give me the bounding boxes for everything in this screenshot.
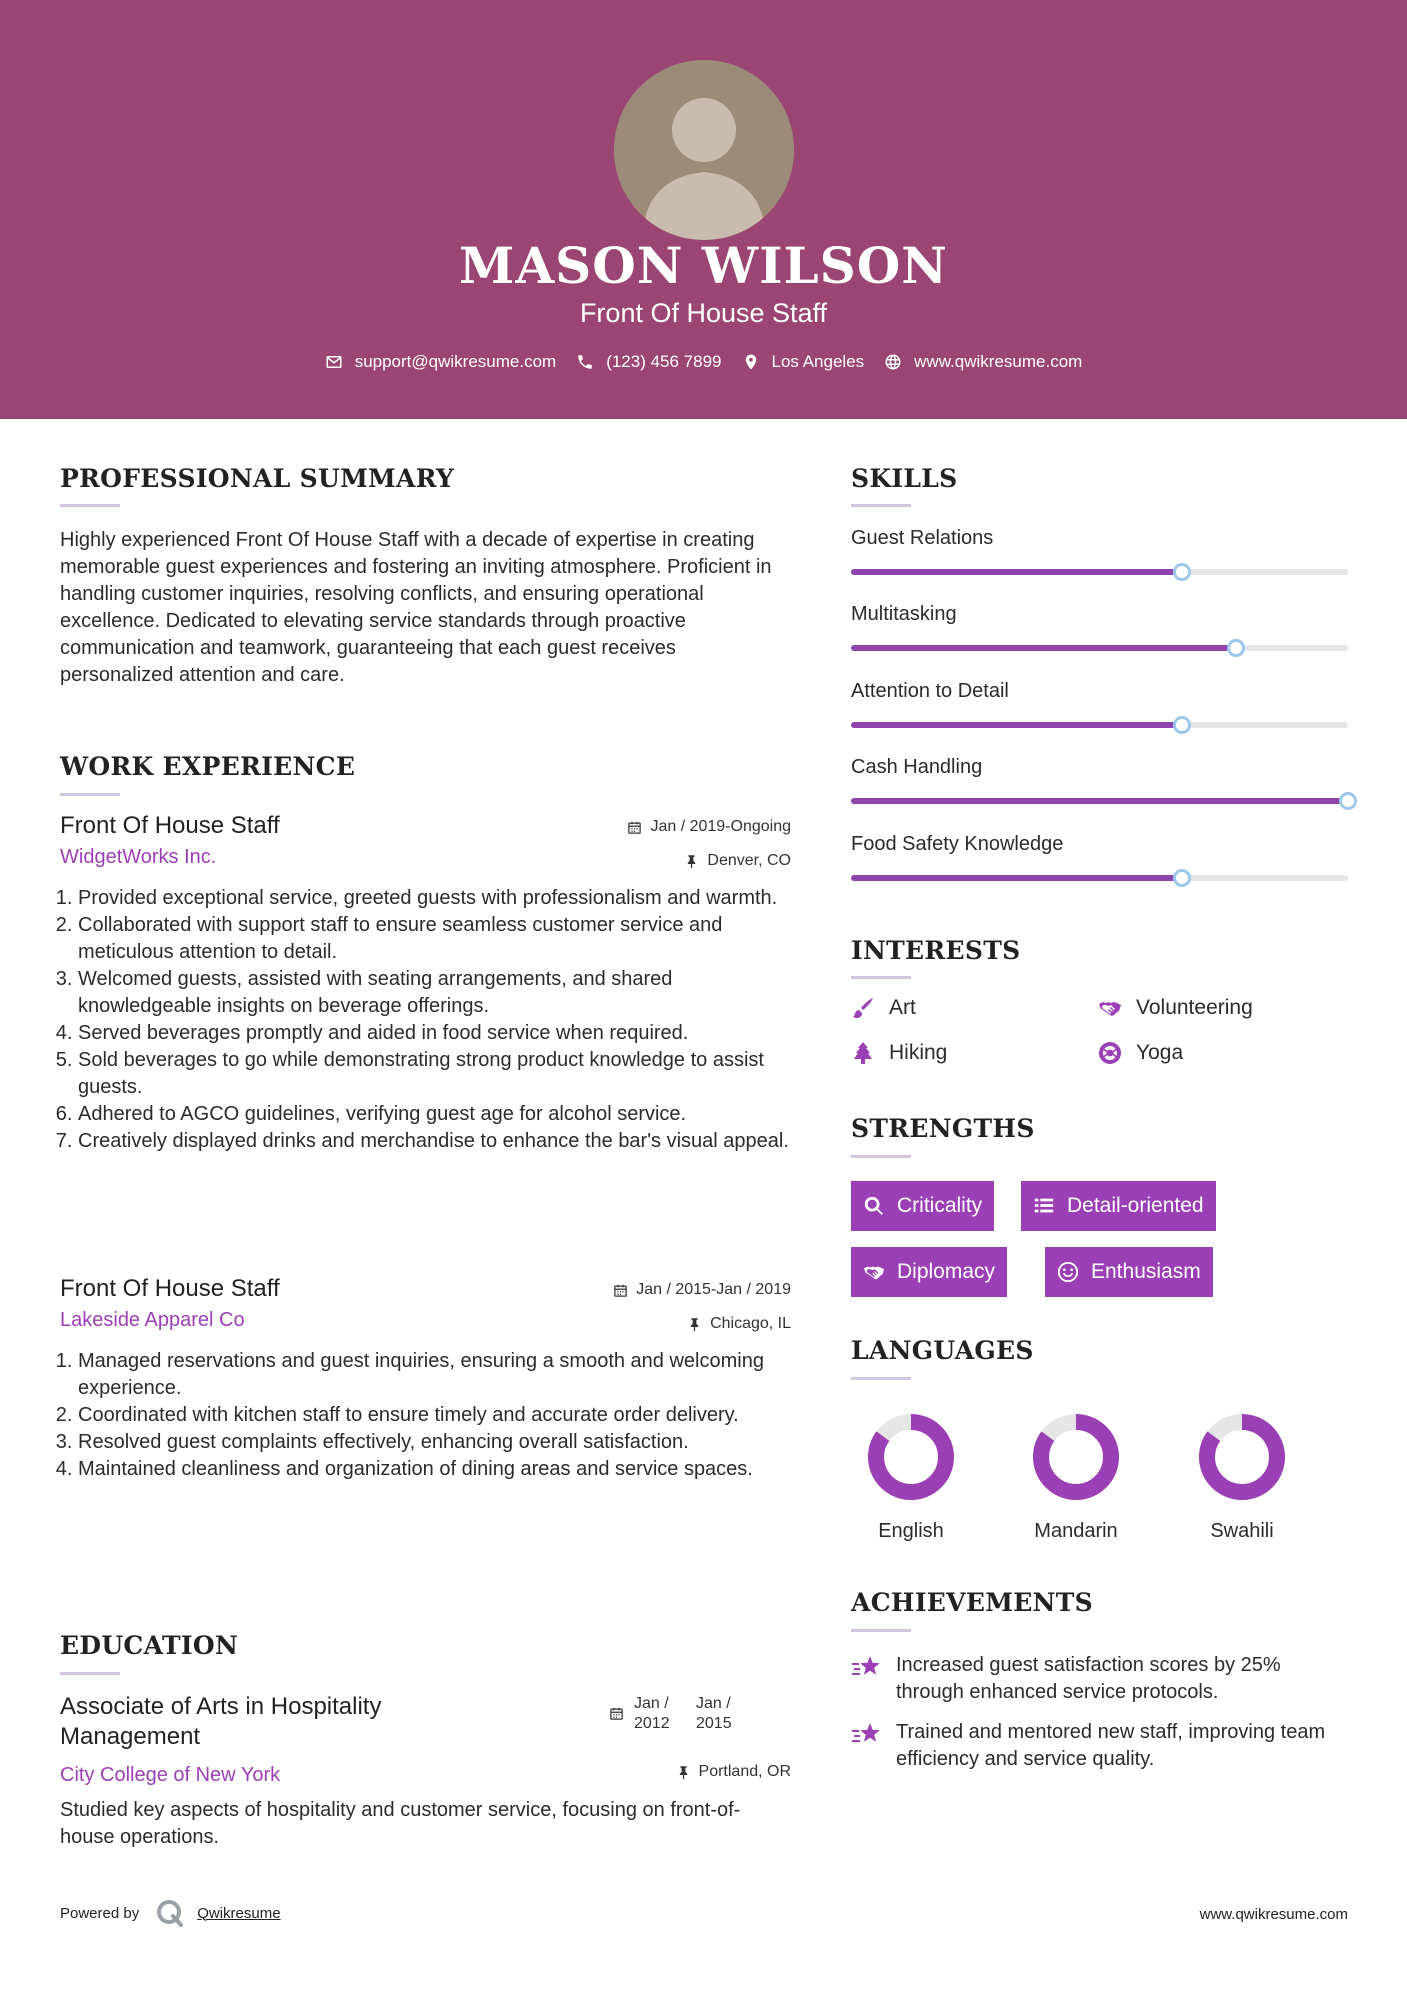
language-donut (1031, 1412, 1121, 1502)
interest-label: Art (889, 996, 916, 1019)
handshake-icon (1098, 996, 1122, 1020)
paintbrush-icon (851, 996, 875, 1020)
skill-knob (1339, 792, 1357, 810)
contact-location (742, 352, 865, 372)
skills-heading: SKILLS (851, 464, 958, 493)
pushpin-icon (684, 854, 699, 869)
list-item: 2. Collaborated with support staff to ensure seamless customer service and meticulous attention to detail. (78, 912, 791, 966)
job-date-text: Jan / 2015-Jan / 2019 (636, 1281, 791, 1298)
school-name: City College of New York (60, 1764, 281, 1786)
skill-track (851, 798, 1348, 804)
tree-icon (851, 1041, 875, 1065)
education-start: Jan / 2012 (634, 1695, 670, 1732)
language-label: Swahili (1210, 1520, 1274, 1542)
globe-icon (884, 353, 902, 371)
email-text: support@qwikresume.com (354, 352, 557, 371)
calendar-icon (627, 820, 642, 835)
summary-divider (60, 504, 120, 507)
job-company: WidgetWorks Inc. (60, 846, 217, 868)
list-item: 5. Sold beverages to go while demonstrating strong product knowledge to assist guests. (78, 1047, 791, 1101)
job-company: Lakeside Apparel Co (60, 1309, 245, 1331)
job-date-text: Jan / 2019-Ongoing (650, 818, 791, 835)
strength-badge (851, 1247, 1007, 1297)
skill-track (851, 645, 1348, 651)
list-item: 4. Served beverages promptly and aided in food service when required. (78, 1020, 791, 1047)
education-entry (60, 1692, 791, 1851)
shooting-star-icon (851, 1654, 883, 1682)
skill-row (851, 833, 1348, 856)
job-entry (60, 1275, 791, 1483)
location-text: Los Angeles (771, 352, 865, 371)
summary-text: Highly experienced Front Of House Staff with a decade of expertise in creating memorable guest experiences and fostering an inviting atmosphere. Proficient in handling customer inquiries, resolving conflicts, and ensuring operational excellence. Dedicated to elevating service standards through proactive communication and teamwork, guaranteeing that each guest receives personalized attention and care. (60, 529, 772, 686)
candidate-title: Front Of House Staff (579, 298, 828, 328)
search-icon (863, 1195, 885, 1217)
map-pin-icon (742, 353, 760, 371)
interest-item (1098, 1041, 1183, 1065)
education-location-text: Portland, OR (698, 1763, 791, 1780)
job-location (684, 852, 791, 870)
education-dates (609, 1694, 758, 1734)
job-title: Front Of House Staff (60, 1275, 280, 1302)
summary-heading: PROFESSIONAL SUMMARY (60, 464, 455, 493)
handshake-icon (863, 1261, 885, 1283)
pushpin-icon (687, 1317, 702, 1332)
interest-item (1098, 996, 1253, 1020)
language-item (1172, 1412, 1312, 1543)
language-label: Mandarin (1034, 1520, 1118, 1542)
strength-badge (1021, 1181, 1216, 1231)
education-description: Studied key aspects of hospitality and customer service, focusing on front-of-house operations. (60, 1799, 741, 1848)
strength-label: Enthusiasm (1091, 1260, 1201, 1283)
skill-knob (1173, 869, 1191, 887)
skill-track (851, 569, 1348, 575)
skill-knob (1173, 563, 1191, 581)
achievement-item (851, 1719, 1351, 1773)
job-duties-list (60, 1348, 791, 1483)
list-item: 7. Creatively displayed drinks and merchandise to enhance the bar's visual appeal. (78, 1128, 791, 1155)
calendar-icon (613, 1283, 628, 1298)
job-duties-list (60, 885, 791, 1155)
strengths-heading: STRENGTHS (851, 1114, 1035, 1143)
degree-title: Associate of Arts in Hospitality Management (60, 1693, 382, 1750)
interest-label: Hiking (889, 1041, 948, 1064)
achievement-item (851, 1652, 1351, 1706)
skill-track (851, 722, 1348, 728)
website-text: www.qwikresume.com (914, 352, 1083, 371)
skill-knob (1173, 716, 1191, 734)
achievement-text: Trained and mentored new staff, improving team efficiency and service quality. (896, 1721, 1326, 1770)
skill-fill (851, 798, 1348, 804)
job-date (613, 1281, 791, 1299)
skill-label: Attention to Detail (851, 680, 1009, 702)
achievements-divider (851, 1629, 911, 1632)
strength-label: Diplomacy (897, 1260, 996, 1283)
lifering-icon (1098, 1041, 1122, 1065)
language-item (1006, 1412, 1146, 1543)
strength-badge (851, 1181, 994, 1231)
job-date (627, 818, 791, 836)
phone-text: (123) 456 7899 (606, 352, 722, 371)
experience-heading: WORK EXPERIENCE (60, 752, 356, 781)
footer-website[interactable]: www.qwikresume.com (1199, 1906, 1348, 1923)
skill-knob (1227, 639, 1245, 657)
skill-track (851, 875, 1348, 881)
calendar-icon (609, 1706, 624, 1721)
job-entry (60, 812, 791, 1155)
languages-divider (851, 1377, 911, 1380)
candidate-name: MASON WILSON (459, 236, 948, 295)
languages-heading: LANGUAGES (851, 1336, 1034, 1365)
interest-item (851, 996, 916, 1020)
skill-label: Food Safety Knowledge (851, 833, 1064, 855)
envelope-icon (325, 353, 343, 371)
strength-label: Criticality (897, 1194, 983, 1217)
qwikresume-logo-icon (155, 1898, 185, 1928)
contact-bar (0, 352, 1407, 372)
interest-item (851, 1041, 947, 1065)
contact-email[interactable] (325, 352, 557, 372)
achievements-heading: ACHIEVEMENTS (851, 1588, 1093, 1617)
strengths-divider (851, 1155, 911, 1158)
list-item: 4. Maintained cleanliness and organization of dining areas and service spaces. (78, 1456, 791, 1483)
avatar-placeholder-icon (614, 60, 794, 240)
language-donut (1197, 1412, 1287, 1502)
skills-divider (851, 504, 911, 507)
skill-row (851, 527, 1348, 550)
phone-icon (576, 353, 594, 371)
list-item: 1. Managed reservations and guest inquiries, ensuring a smooth and welcoming experience. (78, 1348, 791, 1402)
skill-fill (851, 722, 1182, 728)
smile-icon (1057, 1261, 1079, 1283)
education-divider (60, 1672, 120, 1675)
interests-divider (851, 976, 911, 979)
skill-label: Cash Handling (851, 756, 983, 778)
strength-badge (1045, 1247, 1213, 1297)
interest-label: Yoga (1136, 1041, 1184, 1064)
job-location-text: Chicago, IL (710, 1315, 791, 1332)
contact-phone[interactable] (576, 352, 721, 372)
list-icon (1033, 1195, 1055, 1217)
skill-label: Multitasking (851, 603, 957, 625)
interest-label: Volunteering (1136, 996, 1253, 1019)
skill-row (851, 680, 1348, 703)
skill-row (851, 603, 1348, 626)
skill-fill (851, 645, 1236, 651)
list-item: 1. Provided exceptional service, greeted guests with professionalism and warmth. (78, 885, 791, 912)
skill-fill (851, 569, 1182, 575)
experience-divider (60, 793, 120, 796)
brand-link[interactable]: Qwikresume (197, 1904, 281, 1922)
footer-powered-by (60, 1898, 281, 1928)
interests-heading: INTERESTS (851, 936, 1021, 965)
list-item: 3. Resolved guest complaints effectively, enhancing overall satisfaction. (78, 1429, 791, 1456)
language-item (841, 1412, 981, 1543)
pushpin-icon (676, 1765, 691, 1780)
job-title: Front Of House Staff (60, 812, 280, 839)
achievement-text: Increased guest satisfaction scores by 25% through enhanced service protocols. (896, 1654, 1281, 1703)
list-item: 2. Coordinated with kitchen staff to ensure timely and accurate order delivery. (78, 1402, 791, 1429)
education-location (676, 1763, 791, 1781)
contact-website[interactable] (884, 352, 1082, 372)
job-location (687, 1315, 791, 1333)
language-donut (866, 1412, 956, 1502)
list-item: 6. Adhered to AGCO guidelines, verifying guest age for alcohol service. (78, 1101, 791, 1128)
language-label: English (878, 1520, 944, 1542)
shooting-star-icon (851, 1721, 883, 1749)
skill-row (851, 756, 1348, 779)
skill-label: Guest Relations (851, 527, 994, 549)
education-end: Jan / 2015 (696, 1695, 732, 1732)
job-location-text: Denver, CO (707, 852, 791, 869)
powered-by-label: Powered by (60, 1904, 140, 1922)
education-heading: EDUCATION (60, 1631, 239, 1660)
skill-fill (851, 875, 1182, 881)
list-item: 3. Welcomed guests, assisted with seating arrangements, and shared knowledgeable insights on beverage offerings. (78, 966, 791, 1020)
resume-header (0, 0, 1407, 419)
strength-label: Detail-oriented (1067, 1194, 1204, 1217)
